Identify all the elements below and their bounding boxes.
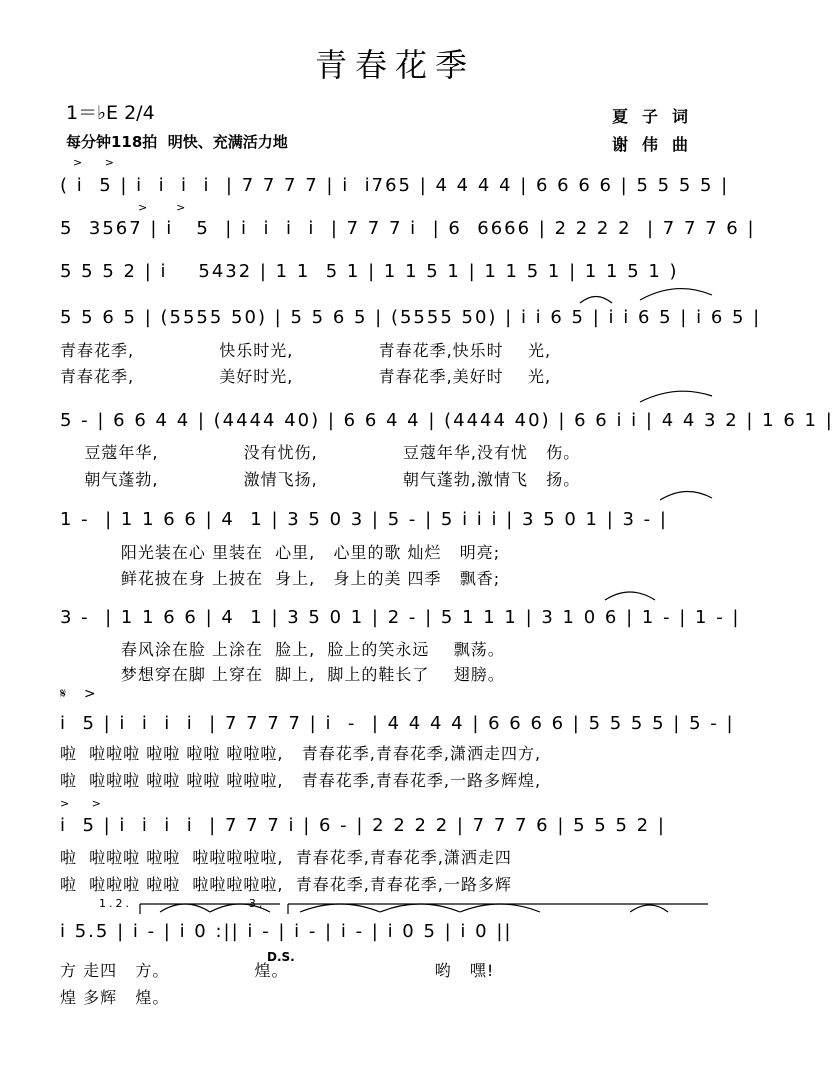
lyric-line: 春风涂在脸 上涂在 脸上, 脸上的笑永远 飘荡。 bbox=[60, 640, 505, 659]
lyric-line: 煌 多辉 煌。 bbox=[60, 988, 170, 1007]
lyric-line: 啦 啦啦啦 啦啦 啦啦啦啦啦, 青春花季,青春花季,潇洒走四 bbox=[60, 848, 512, 867]
lyric-line: 啦 啦啦啦 啦啦 啦啦啦啦啦, 青春花季,青春花季,一路多辉 bbox=[60, 875, 512, 894]
accent-marks: > > bbox=[60, 797, 104, 810]
volta-brackets: 1.2. 3. bbox=[60, 897, 266, 910]
notation-line: 5 3567 | i 5 | i i i i | 7 7 7 i | 6 6666 | 2 2 2 2 | 7 7 7 6 | bbox=[60, 218, 756, 239]
notation-line: 5 5 5 2 | i 5432 | 1 1 5 1 | 1 1 5 1 | 1 1 5 1 | 1 1 5 1 ) bbox=[60, 261, 679, 282]
lyric-line: 青春花季, 美好时光, 青春花季,美好时 光, bbox=[60, 367, 552, 386]
lyric-line: 青春花季, 快乐时光, 青春花季,快乐时 光, bbox=[60, 341, 552, 360]
tempo-marking: 每分钟118拍 明快、充满活力地 bbox=[66, 133, 288, 151]
notation-line: 3 - | 1 1 6 6 | 4 1 | 3 5 0 1 | 2 - | 5 1 1 1 | 3 1 0 6 | 1 - | 1 - | bbox=[60, 607, 741, 628]
song-title: 青春花季 bbox=[314, 46, 475, 84]
lyric-line: 梦想穿在脚 上穿在 脚上, 脚上的鞋长了 翅膀。 bbox=[60, 665, 505, 684]
notation-line: i 5 | i i i i | 7 7 7 7 | i - | 4 4 4 4 | 6 6 6 6 | 5 5 5 5 | 5 - | bbox=[60, 713, 735, 734]
lyric-line: 方 走四 方。 煌。 哟 嘿! bbox=[60, 961, 495, 980]
accent-marks: > > bbox=[60, 201, 189, 214]
lyricist-credit: 夏子词 bbox=[612, 107, 703, 126]
lyric-line: 朝气蓬勃, 激情飞扬, 朝气蓬勃,激情飞 扬。 bbox=[60, 470, 581, 489]
notation-line: 1 - | 1 1 6 6 | 4 1 | 3 5 0 3 | 5 - | 5 i i i | 3 5 0 1 | 3 - | bbox=[60, 509, 668, 530]
notation-line: 5 - | 6 6 4 4 | (4444 40) | 6 6 4 4 | (4444 40) | 6 6 i i | 4 4 3 2 | 1 6 1 | bbox=[60, 410, 834, 431]
lyric-line: 啦 啦啦啦 啦啦 啦啦 啦啦啦, 青春花季,青春花季,潇洒走四方, bbox=[60, 744, 542, 763]
notation-line: i 5 | i i i i | 7 7 7 i | 6 - | 2 2 2 2 | 7 7 7 6 | 5 5 5 2 | bbox=[60, 815, 666, 836]
lyric-line: 鲜花披在身 上披在 身上, 身上的美 四季 飘香; bbox=[60, 569, 501, 588]
key-signature: 1＝♭E 2/4 bbox=[66, 102, 155, 124]
lyric-line: 豆蔻年华, 没有忧伤, 豆蔻年华,没有忧 伤。 bbox=[60, 443, 581, 462]
notation-line: ( i 5 | i i i i | 7 7 7 7 | i i765 | 4 4 4 4 | 6 6 6 6 | 5 5 5 5 | bbox=[60, 175, 730, 196]
notation-line: i 5.5 | i - | i 0 :|| i - | i - | i - | i 0 5 | i 0 || bbox=[60, 921, 513, 942]
notation-line: 5 5 6 5 | (5555 50) | 5 5 6 5 | (5555 50) | i i 6 5 | i i 6 5 | i 6 5 | bbox=[60, 307, 762, 328]
composer-credit: 谢伟曲 bbox=[612, 135, 703, 154]
accent-marks: > > bbox=[60, 156, 117, 169]
lyric-line: 啦 啦啦啦 啦啦 啦啦 啦啦啦, 青春花季,青春花季,一路多辉煌, bbox=[60, 771, 542, 790]
lyric-line: 阳光装在心 里装在 心里, 心里的歌 灿烂 明亮; bbox=[60, 543, 501, 562]
dal-segno-marking: D.S. bbox=[267, 950, 295, 964]
segno-and-accents: 𝄋 > bbox=[60, 686, 99, 702]
